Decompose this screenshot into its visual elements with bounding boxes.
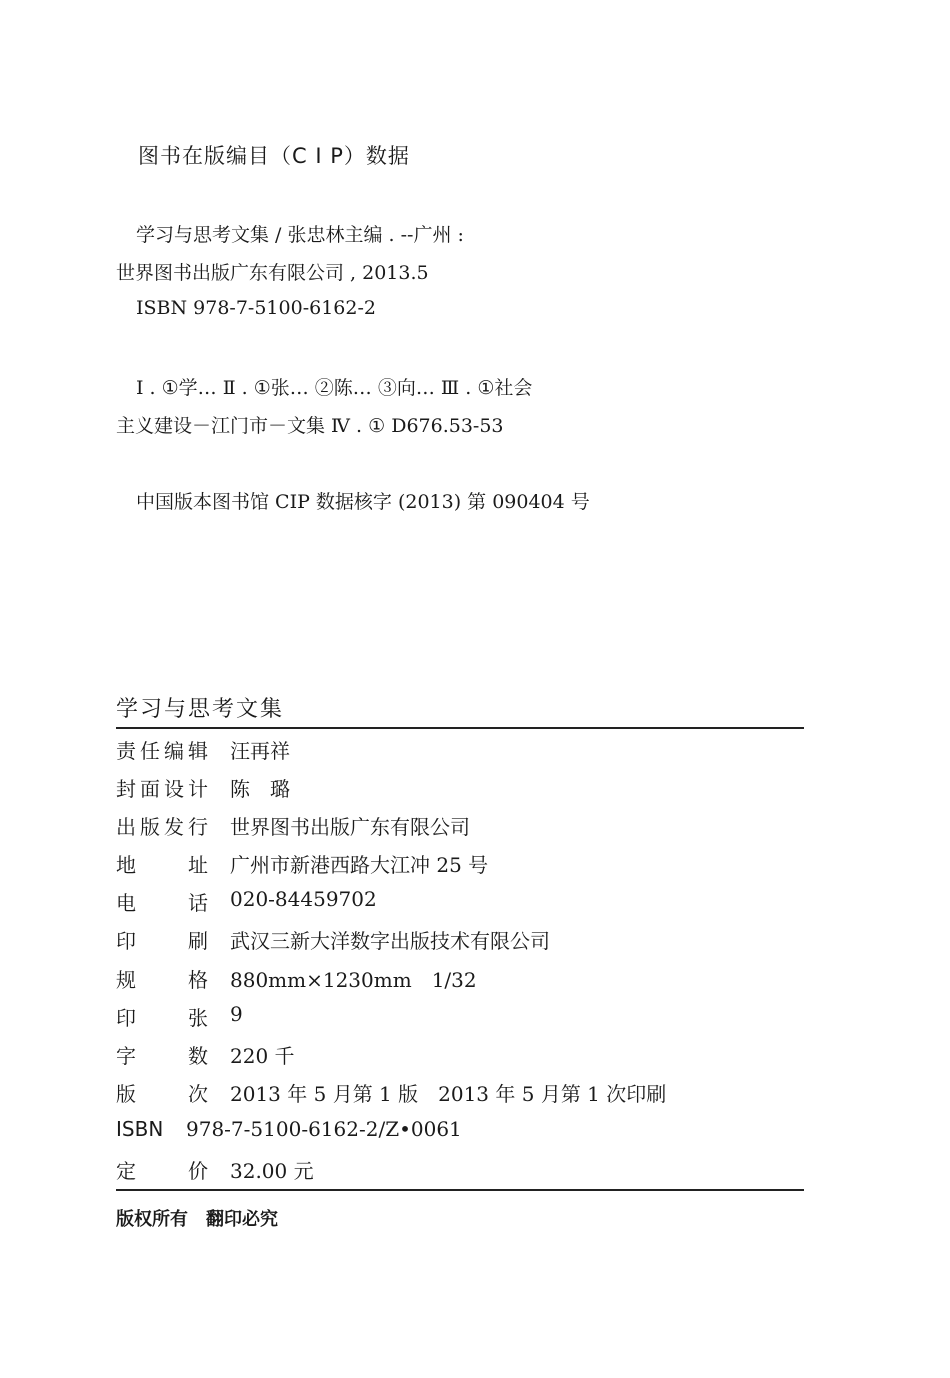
cip-heading: 图书在版编目（C I P）数据 <box>138 144 410 168</box>
cip-subject-line: Ⅰ . ①学… Ⅱ . ①张… ②陈… ③向… Ⅲ . ①社会 <box>136 377 533 399</box>
info-label: 封面设计 <box>116 777 208 801</box>
info-value: 陈 璐 <box>230 777 290 801</box>
cip-number-line: 中国版本图书馆 CIP 数据核字 (2013) 第 090404 号 <box>136 491 590 513</box>
info-value: 220 千 <box>230 1044 295 1068</box>
info-label: 电话 <box>116 891 208 915</box>
info-label: 责任编辑 <box>116 739 208 763</box>
info-label: 出版发行 <box>116 815 208 839</box>
info-label: 印张 <box>116 1006 208 1030</box>
info-label: 印刷 <box>116 929 208 953</box>
cip-publisher-line: 世界图书出版广东有限公司 , 2013.5 <box>116 262 429 284</box>
info-value: 880mm×1230mm 1/32 <box>230 968 477 992</box>
info-label: 版次 <box>116 1082 208 1106</box>
info-value: 2013 年 5 月第 1 版 2013 年 5 月第 1 次印刷 <box>230 1082 667 1106</box>
info-value: 020-84459702 <box>230 887 377 911</box>
cip-title-line: 学习与思考文集 / 张忠林主编 . --广州 : <box>136 224 464 246</box>
cip-isbn-line: ISBN 978-7-5100-6162-2 <box>136 297 376 319</box>
info-value: 汪再祥 <box>230 739 290 763</box>
info-label: ISBN <box>116 1117 164 1141</box>
info-value: 广州市新港西路大江冲 25 号 <box>230 853 489 877</box>
info-label: 定价 <box>116 1159 208 1183</box>
info-value: 32.00 元 <box>230 1159 314 1183</box>
top-divider <box>116 727 804 729</box>
info-label: 地址 <box>116 853 208 877</box>
info-value: 世界图书出版广东有限公司 <box>230 815 470 839</box>
book-title: 学习与思考文集 <box>116 697 285 722</box>
copyright-notice: 版权所有 翻印必究 <box>116 1209 278 1230</box>
bottom-divider <box>116 1189 804 1191</box>
info-value: 9 <box>230 1002 243 1026</box>
cip-classification-line: 主义建设－江门市－文集 Ⅳ . ① D676.53-53 <box>116 415 504 437</box>
info-label: 规格 <box>116 968 208 992</box>
info-label: 字数 <box>116 1044 208 1068</box>
info-value: 武汉三新大洋数字出版技术有限公司 <box>230 929 550 953</box>
info-value: 978-7-5100-6162-2/Z•0061 <box>186 1117 462 1141</box>
